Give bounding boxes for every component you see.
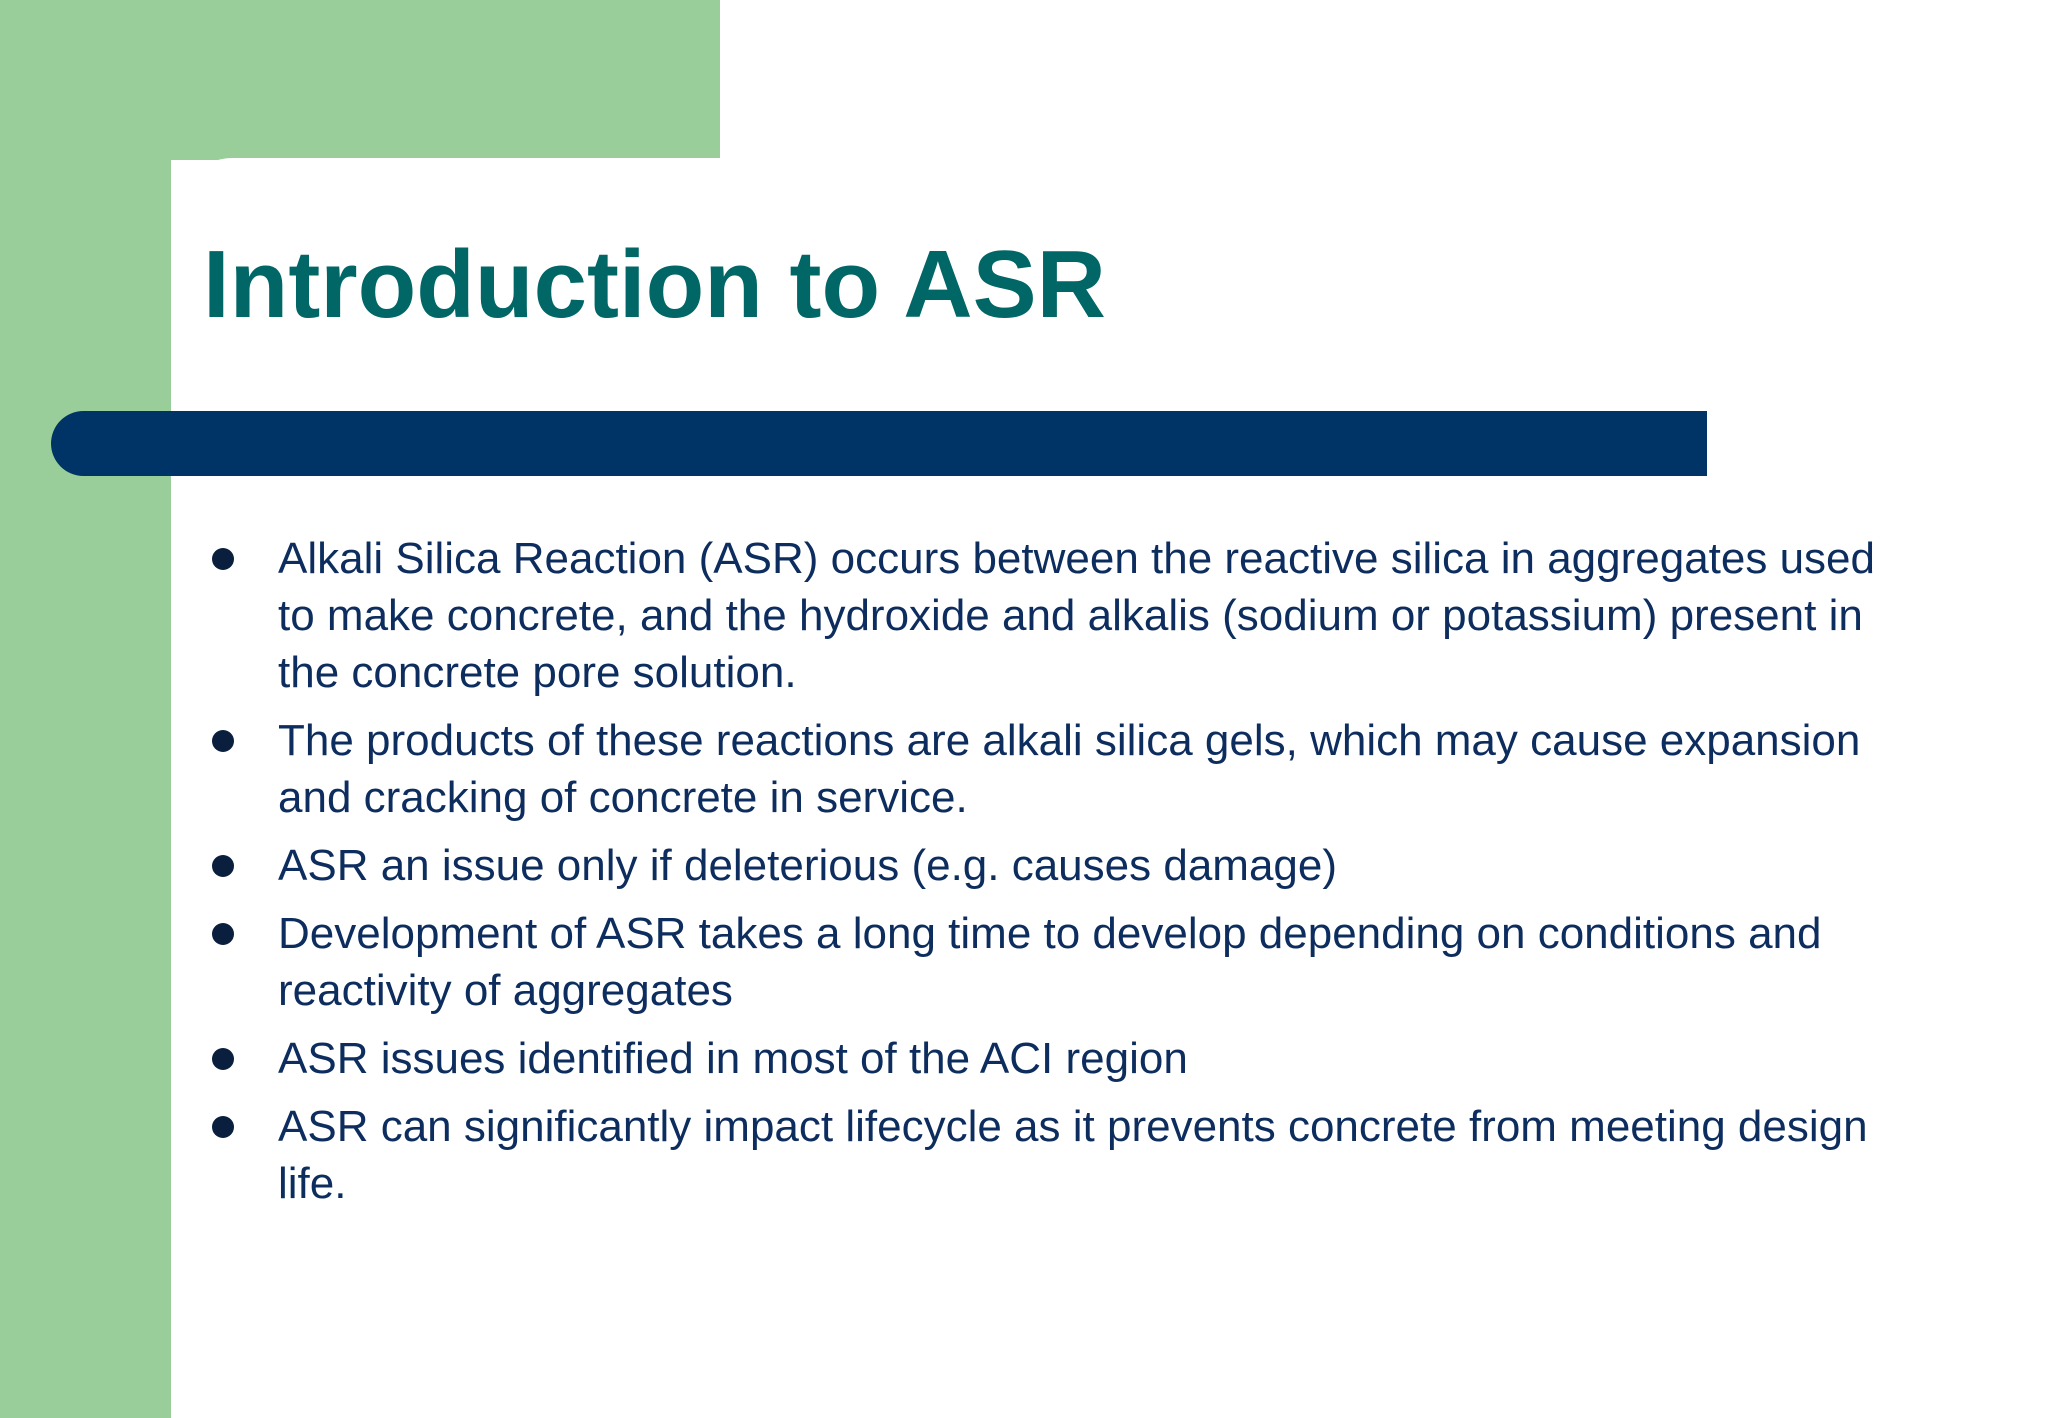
bullet-dot-icon — [212, 730, 234, 752]
bullet-item — [278, 1030, 1898, 1087]
title-underline-bar — [51, 411, 1707, 476]
bullet-text: ASR an issue only if deleterious (e.g. causes damage) — [278, 841, 1338, 890]
bullet-item — [278, 905, 1898, 1019]
bullet-dot-icon — [212, 548, 234, 570]
bullet-text: The products of these reactions are alkali silica gels, which may cause expansion and cracking of concrete in service. — [278, 716, 1861, 822]
green-accent-left — [0, 0, 171, 1418]
bullet-dot-icon — [212, 923, 234, 945]
bullet-dot-icon — [212, 855, 234, 877]
bullet-dot-icon — [212, 1116, 234, 1138]
bullet-text: ASR issues identified in most of the ACI region — [278, 1034, 1188, 1083]
slide-title: Introduction to ASR — [203, 231, 1106, 338]
bullet-text: ASR can significantly impact lifecycle as it prevents concrete from meeting design life. — [278, 1102, 1868, 1208]
bullet-item — [278, 712, 1898, 826]
bullet-list — [278, 530, 1898, 1223]
bullet-text: Alkali Silica Reaction (ASR) occurs between the reactive silica in aggregates used to make concrete, and the hydroxide and alkalis (sodium or potassium) present in the concrete pore solution. — [278, 534, 1875, 697]
bullet-item — [278, 530, 1898, 701]
bullet-item — [278, 1098, 1898, 1212]
bullet-item — [278, 837, 1898, 894]
bullet-text: Development of ASR takes a long time to develop depending on conditions and reactivity of aggregates — [278, 909, 1822, 1015]
bullet-dot-icon — [212, 1048, 234, 1070]
